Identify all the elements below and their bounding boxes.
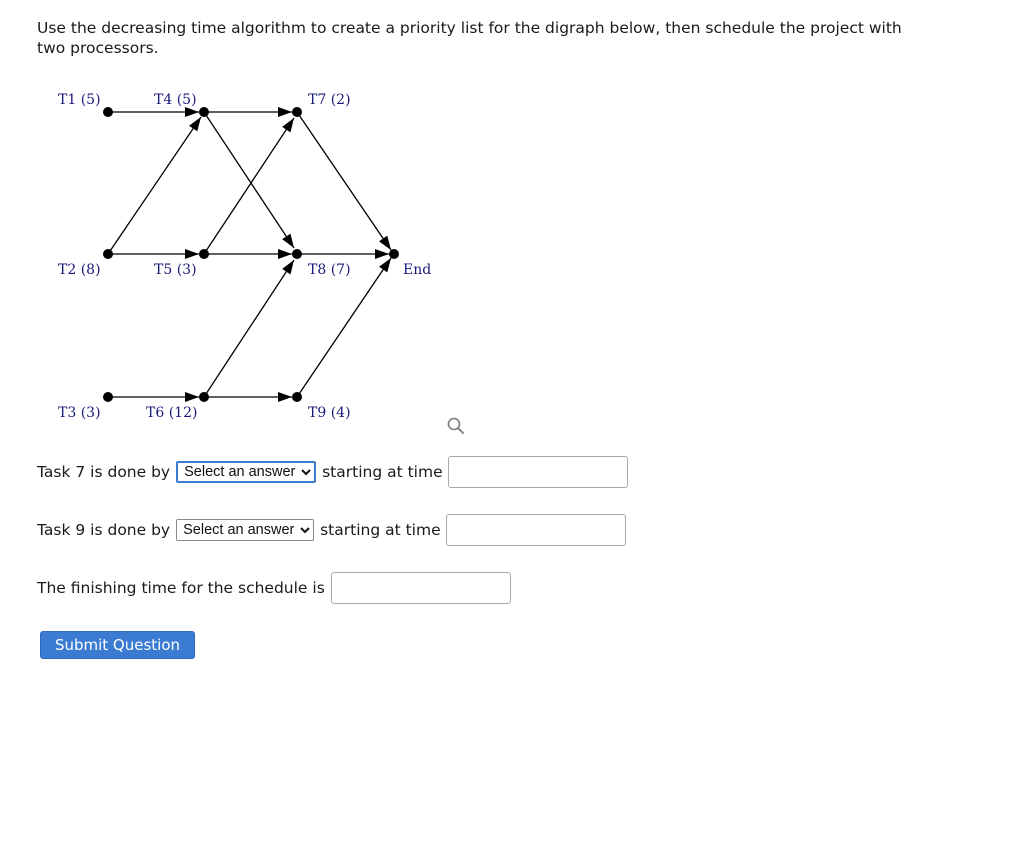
magnifying-glass-icon[interactable] <box>446 416 466 440</box>
label-t9: T9 (4) <box>308 405 351 421</box>
task9-suffix: starting at time <box>320 521 441 539</box>
edge-t6-t8 <box>204 260 294 397</box>
label-t5: T5 (3) <box>154 262 197 278</box>
label-t2: T2 (8) <box>58 262 101 278</box>
node-t1 <box>103 107 113 117</box>
edge-t9-end <box>297 258 391 397</box>
label-t7: T7 (2) <box>308 92 351 108</box>
question-prompt: Use the decreasing time algorithm to create a priority list for the digraph below, then schedule the project with two processors. <box>37 19 902 57</box>
question-row-finish <box>37 572 511 604</box>
node-end <box>389 249 399 259</box>
task7-start-time-input[interactable] <box>448 456 628 488</box>
node-t2 <box>103 249 113 259</box>
node-t4 <box>199 107 209 117</box>
label-t6: T6 (12) <box>146 405 198 421</box>
node-t5 <box>199 249 209 259</box>
label-end: End <box>403 262 432 278</box>
edge-t4-t8 <box>204 112 294 248</box>
submit-question-button[interactable]: Submit Question <box>40 631 195 659</box>
label-t3: T3 (3) <box>58 405 101 421</box>
finishing-time-input[interactable] <box>331 572 511 604</box>
task7-prefix: Task 7 is done by <box>37 463 171 481</box>
label-t8: T8 (7) <box>308 262 351 278</box>
node-t3 <box>103 392 113 402</box>
task9-start-time-input[interactable] <box>446 514 626 546</box>
finish-prefix: The finishing time for the schedule is <box>37 579 325 597</box>
task9-prefix: Task 9 is done by <box>37 521 171 539</box>
label-t4: T4 (5) <box>154 92 197 108</box>
task7-suffix: starting at time <box>322 463 443 481</box>
question-row-task9 <box>37 514 626 546</box>
question-row-task7 <box>37 456 628 488</box>
node-t8 <box>292 249 302 259</box>
task-digraph <box>0 80 480 430</box>
task9-processor-select[interactable] <box>176 519 314 541</box>
edge-t7-end <box>297 112 391 250</box>
node-t7 <box>292 107 302 117</box>
node-t9 <box>292 392 302 402</box>
edge-t2-t4 <box>108 117 201 254</box>
label-t1: T1 (5) <box>58 92 101 108</box>
digraph-edges <box>108 112 391 397</box>
node-t6 <box>199 392 209 402</box>
task7-processor-select[interactable] <box>176 461 316 483</box>
edge-t5-t7 <box>204 118 294 254</box>
